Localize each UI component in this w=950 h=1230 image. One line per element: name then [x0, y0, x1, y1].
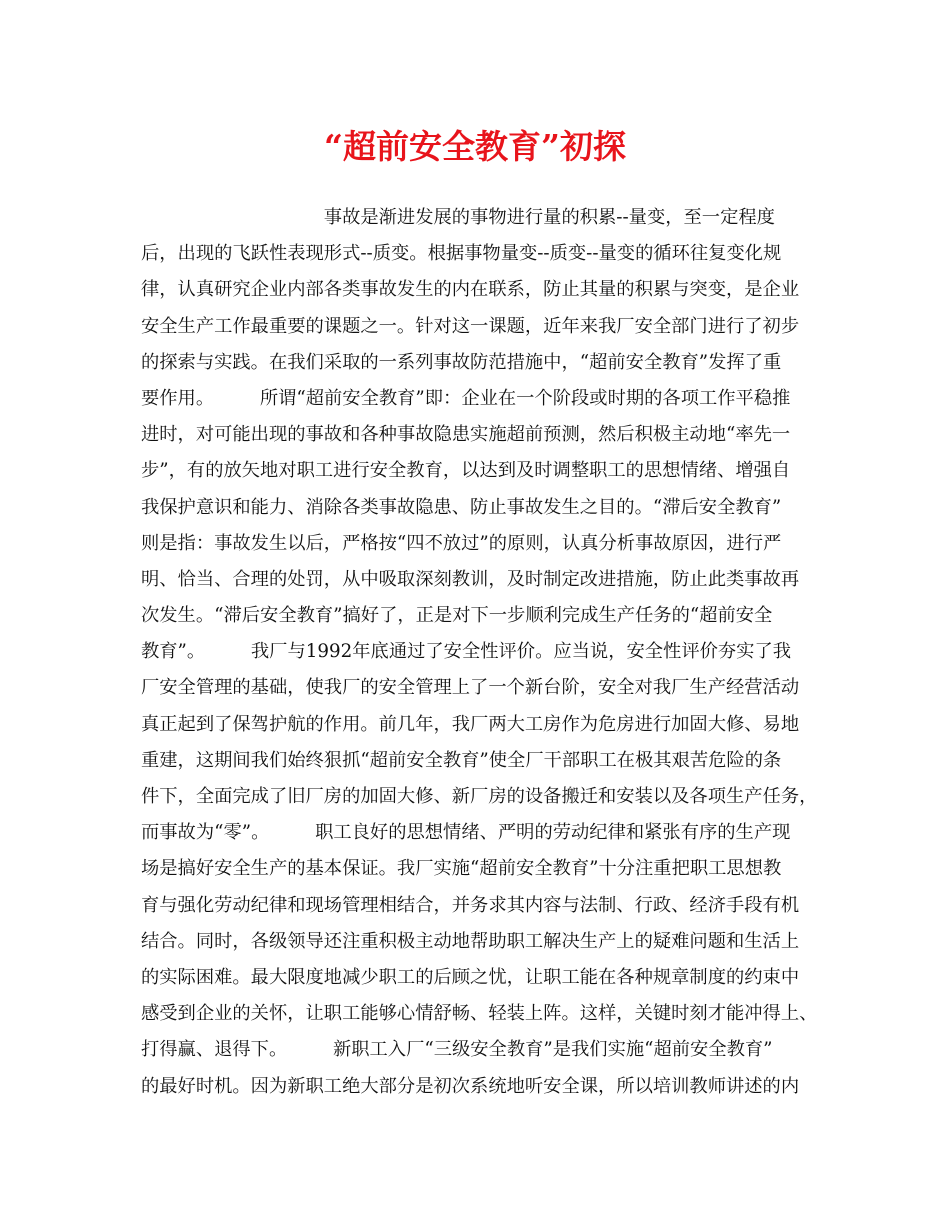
body-line: 的实际困难。最大限度地减少职工的后顾之忧，让职工能在各种规章制度的约束中: [141, 966, 800, 988]
body-line: 厂安全管理的基础，使我厂的安全管理上了一个新台阶，安全对我厂生产经营活动: [141, 677, 800, 699]
body-line: 场是搞好安全生产的基本保证。我厂实施“超前安全教育”十分注重把职工思想教: [141, 858, 782, 880]
body-line: 我保护意识和能力、消除各类事故隐患、防止事故发生之目的。“滞后安全教育”: [141, 496, 782, 518]
body-line: 律，认真研究企业内部各类事故发生的内在联系，防止其量的积累与突变，是企业: [141, 279, 800, 301]
body-line: 件下，全面完成了旧厂房的加固大修、新厂房的设备搬迁和安装以及各项生产任务，: [141, 786, 818, 807]
body-line: 事故是渐进发展的事物进行量的积累--量变，至一定程度: [141, 207, 775, 228]
body-line: 次发生。“滞后安全教育”搞好了，正是对下一步顺利完成生产任务的“超前安全: [141, 605, 773, 627]
body-line: 教育”。 我厂与1992年底通过了安全性评价。应当说，安全性评价夯实了我: [141, 641, 792, 663]
body-line: 真正起到了保驾护航的作用。前几年，我厂两大工房作为危房进行加固大修、易地: [141, 713, 800, 735]
body-line: 安全生产工作最重要的课题之一。针对这一课题，近年来我厂安全部门进行了初步: [141, 315, 800, 337]
body-line: 进时，对可能出现的事故和各种事故隐患实施超前预测，然后积极主动地“率先一: [141, 424, 791, 446]
body-line: 而事故为“零”。 职工良好的思想情绪、严明的劳动纪律和紧张有序的生产现: [141, 822, 791, 844]
document-title: “超前安全教育”初探: [324, 127, 626, 166]
body-line: 的探索与实践。在我们采取的一系列事故防范措施中，“超前安全教育”发挥了重: [141, 351, 782, 373]
body-line: 结合。同时，各级领导还注重积极主动地帮助职工解决生产上的疑难问题和生活上: [141, 930, 800, 952]
body-line: 则是指：事故发生以后，严格按“四不放过”的原则，认真分析事故原因，进行严: [141, 532, 782, 554]
body-line: 感受到企业的关怀，让职工能够心情舒畅、轻装上阵。这样，关键时刻才能冲得上、: [141, 1003, 818, 1025]
document-body: [141, 200, 826, 1105]
body-line: 育与强化劳动纪律和现场管理相结合，并务求其内容与法制、行政、经济手段有机: [141, 894, 800, 916]
body-line: 重建，这期间我们始终狠抓“超前安全教育”使全厂干部职工在极其艰苦危险的条: [141, 749, 782, 771]
body-line: 的最好时机。因为新职工绝大部分是初次系统地听安全课，所以培训教师讲述的内: [141, 1075, 800, 1097]
body-line: 后，出现的飞跃性表现形式--质变。根据事物量变--质变--量变的循环往复变化规: [141, 243, 782, 265]
body-line: 明、恰当、合理的处罚，从中吸取深刻教训，及时制定改进措施，防止此类事故再: [141, 568, 800, 590]
body-line: 打得赢、退得下。 新职工入厂“三级安全教育”是我们实施“超前安全教育”: [141, 1039, 773, 1061]
body-line: 要作用。 所谓“超前安全教育”即：企业在一个阶段或时期的各项工作平稳推: [141, 387, 791, 409]
body-line: 步”，有的放矢地对职工进行安全教育，以达到及时调整职工的思想情绪、增强自: [141, 460, 791, 482]
